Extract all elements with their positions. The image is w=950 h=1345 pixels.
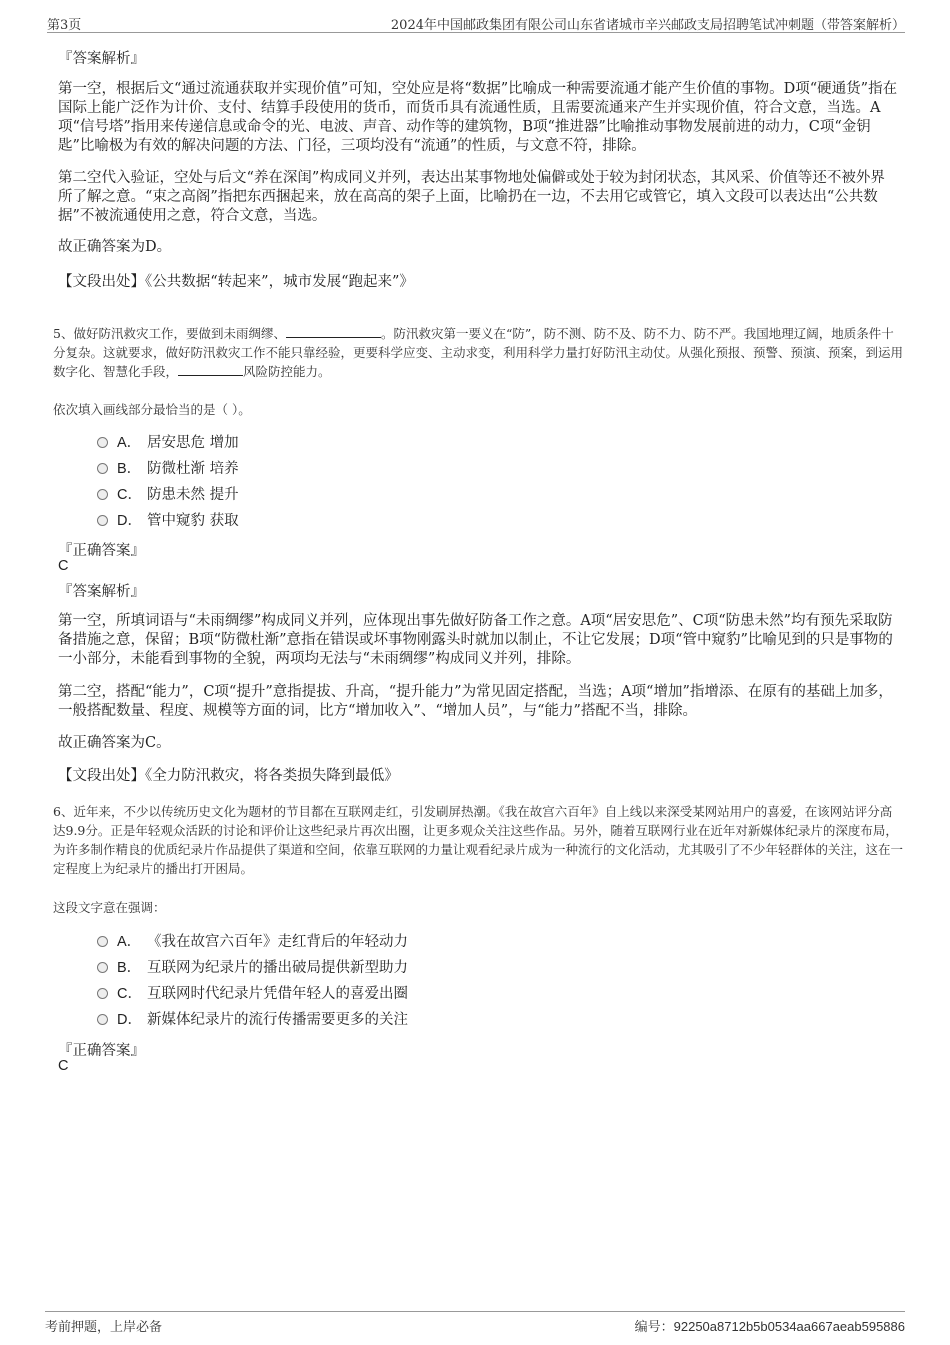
q6-option-b[interactable]: B． 互联网为纪录片的播出破局提供新型助力 [97,958,408,978]
q5-text-a: 5、做好防汛救灾工作，要做到未雨绸缪、 [53,326,286,341]
q5-analysis-para2: 第二空，搭配“能力”，C项“提升”意指提拔、升高，“提升能力”为常见固定搭配，当选；A项“增加”指增添、在原有的基础上加多，一般搭配数量、程度、规模等方面的词，比方“增加收入”、“增加人员”，与“能力”搭配不当，排除。 [58,684,893,719]
q5-analysis-title: 『答案解析』 [58,584,145,600]
q4-source: 【文段出处】《公共数据“转起来”，城市发展“跑起来”》 [58,274,414,290]
radio-icon[interactable] [97,437,108,448]
q5-text-c: 风险防控能力。 [243,364,331,379]
radio-icon[interactable] [97,463,108,474]
radio-icon[interactable] [97,1014,108,1025]
q6-option-c[interactable]: C． 互联网时代纪录片凭借年轻人的喜爱出圈 [97,984,408,1004]
footer-slogan: 考前押题，上岸必备 [45,1320,163,1335]
radio-icon[interactable] [97,515,108,526]
radio-icon[interactable] [97,962,108,973]
radio-icon[interactable] [97,936,108,947]
q6-prompt: 这段文字意在强调： [53,900,166,915]
q5-answer-title: 『正确答案』 [58,543,145,559]
q6-option-d[interactable]: D． 新媒体纪录片的流行传播需要更多的关注 [97,1010,408,1030]
q4-conclusion: 故正确答案为D。 [58,239,172,255]
q5-option-b[interactable]: B． 防微杜渐 培养 [97,459,239,479]
q5-conclusion: 故正确答案为C。 [58,735,171,751]
page-number: 第3页 [47,18,82,33]
q6-answer-title: 『正确答案』 [58,1043,145,1059]
q6-question: 6、近年来，不少以传统历史文化为题材的节目都在互联网走红，引发刷屏热潮。《我在故宫六百年》自上线以来深受某网站用户的喜爱，在该网站评分高达9.9分。正是年轻观众活跃的讨论和评价让这些纪录片再次出圈，让更多观众关注这些作品。另外，随着互联网行业在近年对新媒体纪录片的深度布局，为许多制作精良的优质纪录片作品提供了渠道和空间，依靠互联网的力量让观看纪录片成为一种流行的文化活动，尤其吸引了不少年轻群体的关注，这在一定程度上为纪录片的播出打开困局。 [53,804,904,876]
q5-prompt: 依次填入画线部分最恰当的是（ ）。 [53,402,251,417]
q5-option-c[interactable]: C． 防患未然 提升 [97,485,239,505]
radio-icon[interactable] [97,988,108,999]
q5-analysis-para1: 第一空，所填词语与“未雨绸缪”构成同义并列，应体现出事先做好防备工作之意。A项“居安思危”、C项“防患未然”均有预先采取防备措施之意，保留；B项“防微杜渐”意指在错误或坏事物刚露头时就加以制止，不让它发展；D项“管中窥豹”比喻见到的只是事物的一小部分，未能看到事物的全貌，两项均无法与“未雨绸缪”构成同义并列，排除。 [58,613,893,667]
footer-code: 编号：92250a8712b5b0534aa667aeab595886 [634,1319,905,1335]
q4-analysis-para1: 第一空，根据后文“通过流通获取并实现价值”可知，空处应是将“数据”比喻成一种需要流通才能产生价值的事物。D项“硬通货”指在国际上能广泛作为计价、支付、结算手段使用的货币，而货币具有流通性质，且需要流通来产生并实现价值，符合文意，当选。A项“信号塔”指用来传递信息或命令的光、电波、声音、动作等的建筑物，B项“推进器”比喻推动事物发展前进的动力，C项“金钥匙”比喻极为有效的解决问题的方法、门径，三项均没有“流通”的性质，与文意不符，排除。 [58,81,898,154]
q5-source: 【文段出处】《全力防汛救灾，将各类损失降到最低》 [58,768,399,784]
q4-analysis-title: 『答案解析』 [58,51,145,67]
radio-icon[interactable] [97,489,108,500]
q5-blank-2 [178,363,243,376]
q5-question [53,324,903,381]
q5-option-a[interactable]: A． 居安思危 增加 [97,433,239,453]
q4-analysis-para2: 第二空代入验证，空处与后文“养在深闺”构成同义并列，表达出某事物地处偏僻或处于较为封闭状态，其风采、价值等还不被外界所了解之意。“束之高阁”指把东西捆起来，放在高高的架子上面，比喻扔在一边，不去用它或管它，填入文段可以表达出“公共数据”不被流通使用之意，符合文意，当选。 [58,170,885,224]
q5-answer: C [58,558,69,574]
q5-blank-1 [286,325,381,338]
page-footer [45,1311,905,1336]
page-header [47,14,905,33]
document-title: 2024年中国邮政集团有限公司山东省诸城市辛兴邮政支局招聘笔试冲刺题（带答案解析） [390,18,905,33]
q5-option-d[interactable]: D． 管中窥豹 获取 [97,511,239,531]
q6-option-a[interactable]: A． 《我在故宫六百年》走红背后的年轻动力 [97,932,408,952]
q6-answer: C [58,1058,69,1074]
q5-text-b: 。防汛救灾第一要义在“防”，防不测、防不及、防不力、防不严。我国地理辽阔，地质条件十分复杂。这就要求，做好防汛救灾工作不能只靠经验，更要科学应变、主动求变，利用科学力量打好防汛主动仗。从强化预报、预警、预演、预案，到运用数字化、智慧化手段， [53,326,904,379]
